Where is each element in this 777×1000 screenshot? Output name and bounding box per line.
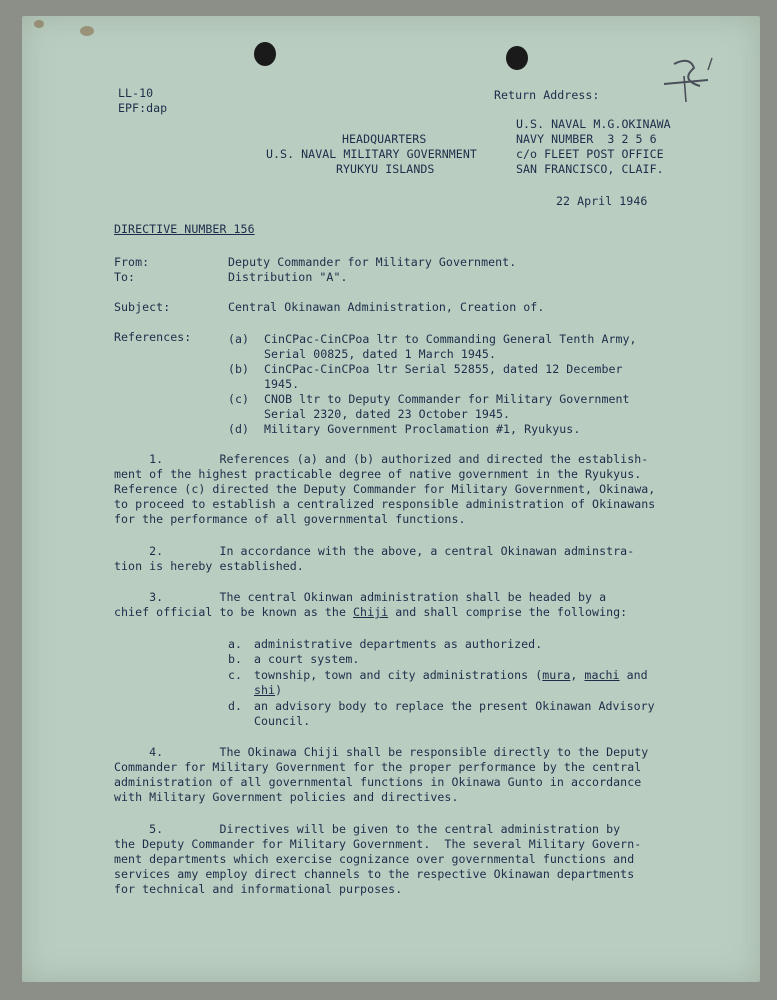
- paragraph-text: chief official to be known as the: [114, 605, 354, 619]
- list-item: administrative departments as authorized.: [254, 637, 543, 651]
- reference-letter: (b): [228, 362, 250, 376]
- subject-value: Central Okinawan Administration, Creation of.: [228, 300, 545, 314]
- return-address-label: Return Address:: [494, 88, 600, 102]
- list-letter: b.: [228, 652, 243, 666]
- list-item: an advisory body to replace the present Okinawan Advisory: [254, 699, 655, 713]
- references-label: References:: [114, 330, 192, 344]
- return-address-line: NAVY NUMBER 3 2 5 6: [516, 132, 657, 146]
- paragraph-line: services amy employ direct channels to the respective Okinawan departments: [114, 867, 635, 881]
- handwritten-mark-icon: [660, 50, 720, 106]
- to-label: To:: [114, 270, 136, 284]
- rust-stain: [80, 26, 94, 36]
- machi-term: machi: [584, 668, 620, 682]
- return-address-line: U.S. NAVAL M.G.OKINAWA: [516, 117, 671, 131]
- paragraph-text: and shall comprise the following:: [388, 605, 628, 619]
- return-address-line: c/o FLEET POST OFFICE: [516, 147, 664, 161]
- reference-code: LL-10: [118, 86, 154, 100]
- list-item: [254, 668, 648, 683]
- list-letter: c.: [228, 668, 243, 682]
- reference-text: 1945.: [264, 377, 300, 391]
- directive-number: DIRECTIVE NUMBER 156: [114, 222, 255, 236]
- reference-letter: (c): [228, 392, 250, 406]
- paragraph-line: Commander for Military Government for the proper performance by the central: [114, 760, 642, 774]
- reference-text: Military Government Proclamation #1, Ryukyus.: [264, 422, 581, 436]
- return-address-line: SAN FRANCISCO, CLAIF.: [516, 162, 664, 176]
- to-value: Distribution "A".: [228, 270, 348, 284]
- list-text: and: [619, 668, 648, 682]
- typist-initials: EPF:dap: [118, 101, 168, 115]
- document-date: 22 April 1946: [556, 194, 648, 208]
- paragraph-line: Reference (c) directed the Deputy Commander for Military Government, Okinawa,: [114, 482, 656, 496]
- paragraph-line: 5. Directives will be given to the central administration by: [114, 822, 621, 836]
- paragraph-line: 2. In accordance with the above, a central Okinawan adminstra-: [114, 544, 635, 558]
- paragraph-line: for technical and informational purposes.: [114, 882, 403, 896]
- list-text: ,: [570, 668, 585, 682]
- paragraph-line: [114, 605, 627, 620]
- list-item: Council.: [254, 714, 311, 728]
- paragraph-line: 4. The Okinawa Chiji shall be responsible directly to the Deputy: [114, 745, 649, 759]
- paragraph-line: ment of the highest practicable degree of native government in the Ryukyus.: [114, 467, 642, 481]
- list-letter: d.: [228, 699, 243, 713]
- letterhead-line: U.S. NAVAL MILITARY GOVERNMENT: [266, 147, 477, 161]
- paragraph-line: administration of all governmental functions in Okinawa Gunto in accordance: [114, 775, 642, 789]
- document-page: [22, 16, 760, 982]
- punch-hole-right: [506, 46, 528, 70]
- list-item: a court system.: [254, 652, 360, 666]
- list-item: [254, 683, 282, 698]
- list-text: ): [275, 683, 283, 697]
- from-value: Deputy Commander for Military Government.: [228, 255, 517, 269]
- punch-hole-left: [254, 42, 276, 66]
- reference-text: Serial 2320, dated 23 October 1945.: [264, 407, 511, 421]
- from-label: From:: [114, 255, 150, 269]
- paragraph-line: the Deputy Commander for Military Government. The several Military Govern-: [114, 837, 642, 851]
- paragraph-line: 1. References (a) and (b) authorized and directed the establish-: [114, 452, 649, 466]
- mura-term: mura: [542, 668, 571, 682]
- letterhead-line: HEADQUARTERS: [342, 132, 427, 146]
- paragraph-line: tion is hereby established.: [114, 559, 304, 573]
- list-text: township, town and city administrations (: [254, 668, 543, 682]
- list-letter: a.: [228, 637, 243, 651]
- paragraph-line: for the performance of all governmental functions.: [114, 512, 466, 526]
- rust-stain: [34, 20, 44, 28]
- reference-text: CinCPac-CinCPoa ltr to Commanding General Tenth Army,: [264, 332, 637, 346]
- paragraph-line: 3. The central Okinwan administration shall be headed by a: [114, 590, 607, 604]
- reference-text: CNOB ltr to Deputy Commander for Military Government: [264, 392, 630, 406]
- paragraph-line: to proceed to establish a centralized responsible administration of Okinawans: [114, 497, 656, 511]
- letterhead-line: RYUKYU ISLANDS: [336, 162, 435, 176]
- chiji-term: Chiji: [353, 605, 389, 619]
- reference-text: CinCPac-CinCPoa ltr Serial 52855, dated 12 December: [264, 362, 623, 376]
- paragraph-line: with Military Government policies and directives.: [114, 790, 459, 804]
- reference-letter: (d): [228, 422, 250, 436]
- subject-label: Subject:: [114, 300, 171, 314]
- reference-letter: (a): [228, 332, 250, 346]
- reference-text: Serial 00825, dated 1 March 1945.: [264, 347, 496, 361]
- shi-term: shi: [254, 683, 276, 697]
- paragraph-line: ment departments which exercise cognizance over governmental functions and: [114, 852, 635, 866]
